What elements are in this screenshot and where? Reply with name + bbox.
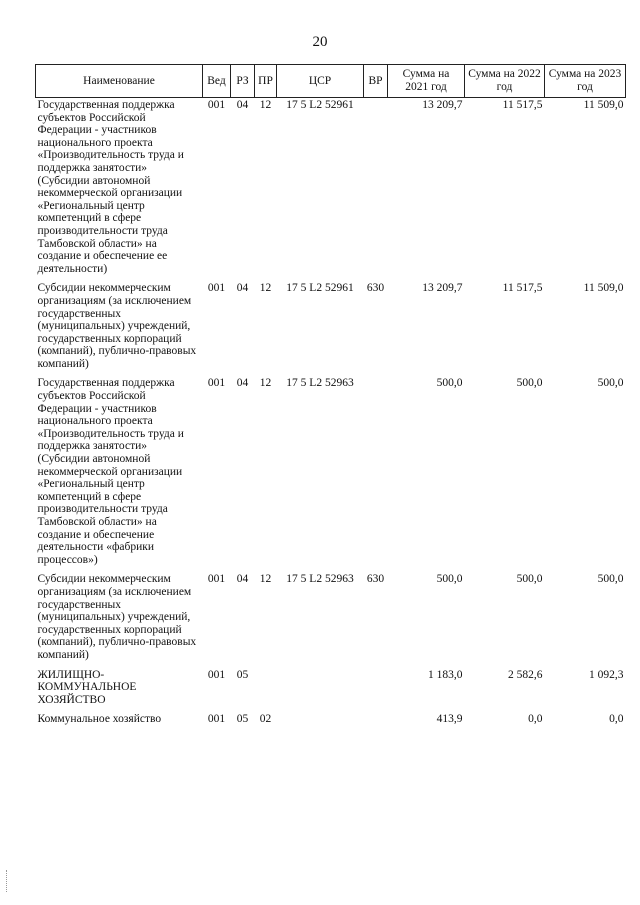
table-header (36, 65, 626, 98)
margin-marks (6, 870, 9, 892)
row-rz: 04 (236, 99, 249, 111)
row-name: Государственная поддержка субъектов Российской Федерации - участников национального проекта «Производительность труда и поддержка занятости» (Субсидии автономной некоммерческой организации «Региональный центр компетенций в сфере производительности труда Тамбовской области» на создание и обеспечение деятельности «фабрики процессов») (37, 377, 184, 566)
row-pr: 12 (259, 573, 272, 586)
row-sum-2021: 1 183,0 (428, 668, 463, 681)
header-rz: РЗ (231, 65, 255, 98)
row-rz: 04 (236, 377, 249, 390)
row-pr (255, 668, 277, 713)
row-vr (364, 668, 388, 713)
row-sum-2022: 500,0 (516, 377, 543, 390)
header-vr: ВР (364, 65, 388, 98)
row-pr: 12 (259, 282, 272, 295)
row-rz: 05 (236, 713, 249, 726)
row-vr (364, 98, 388, 282)
row-pr: 12 (259, 99, 272, 111)
row-ved: 001 (207, 282, 226, 295)
row-sum-2023: 11 509,0 (583, 282, 624, 295)
row-ved: 001 (207, 668, 226, 681)
row-sum-2021: 13 209,7 (422, 99, 463, 111)
row-name: Субсидии некоммерческим организациям (за исключением государственных (муниципальных) учреждений, государственных корпораций (компаний), публично-правовых компаний) (37, 282, 197, 370)
header-sum-2021: Сумма на 2021 год (388, 65, 465, 98)
row-sum-2022: 11 517,5 (502, 99, 543, 111)
row-sum-2022: 11 517,5 (502, 282, 543, 295)
row-sum-2021: 13 209,7 (422, 282, 463, 295)
row-pr: 02 (259, 713, 272, 726)
row-sum-2022: 500,0 (516, 573, 543, 586)
row-csr: 17 5 L2 52961 (286, 99, 354, 111)
row-sum-2021: 500,0 (436, 573, 463, 586)
row-vr (364, 376, 388, 572)
table-row (36, 376, 626, 572)
header-pr: ПР (255, 65, 277, 98)
row-vr (364, 712, 388, 732)
row-name: Коммунальное хозяйство (37, 713, 162, 726)
row-name: Государственная поддержка субъектов Российской Федерации - участников национального проекта «Производительность труда и поддержка занятости» (Субсидии автономной некоммерческой организации «Региональный центр компетенций в сфере производительности труда Тамбовской области» на создание и обеспечение ее деятельности) (37, 99, 184, 275)
row-rz: 05 (236, 668, 249, 681)
row-ved: 001 (207, 99, 226, 111)
header-ved: Вед (203, 65, 231, 98)
row-sum-2023: 500,0 (597, 573, 624, 586)
row-sum-2022: 0,0 (528, 713, 543, 726)
row-sum-2021: 413,9 (436, 713, 463, 726)
table-row (36, 668, 626, 713)
table-row (36, 281, 626, 376)
page-number: 20 (312, 34, 328, 50)
row-rz: 04 (236, 282, 249, 295)
row-sum-2023: 0,0 (609, 713, 624, 726)
row-sum-2023: 1 092,3 (589, 668, 624, 681)
row-csr: 17 5 L2 52963 (286, 573, 354, 586)
row-csr (277, 668, 364, 713)
row-rz: 04 (236, 573, 249, 586)
row-name: ЖИЛИЩНО-КОММУНАЛЬНОЕ ХОЗЯЙСТВО (37, 668, 137, 706)
row-ved: 001 (207, 377, 226, 390)
header-name: Наименование (36, 65, 203, 98)
row-vr: 630 (366, 282, 385, 295)
row-ved: 001 (207, 713, 226, 726)
table-row (36, 98, 626, 282)
table-row (36, 572, 626, 667)
row-name: Субсидии некоммерческим организациям (за исключением государственных (муниципальных) учреждений, государственных корпораций (компаний), публично-правовых компаний) (37, 573, 197, 661)
row-sum-2022: 2 582,6 (508, 668, 543, 681)
table-row (36, 712, 626, 732)
row-sum-2023: 11 509,0 (583, 99, 624, 111)
row-csr: 17 5 L2 52963 (286, 377, 354, 390)
row-sum-2021: 500,0 (436, 377, 463, 390)
row-csr (277, 712, 364, 732)
row-ved: 001 (207, 573, 226, 586)
budget-table (35, 64, 626, 732)
row-csr: 17 5 L2 52961 (286, 282, 354, 295)
row-sum-2023: 500,0 (597, 377, 624, 390)
row-vr: 630 (366, 573, 385, 586)
header-csr: ЦСР (277, 65, 364, 98)
row-pr: 12 (259, 377, 272, 390)
header-sum-2023: Сумма на 2023 год (545, 65, 626, 98)
header-sum-2022: Сумма на 2022 год (465, 65, 545, 98)
